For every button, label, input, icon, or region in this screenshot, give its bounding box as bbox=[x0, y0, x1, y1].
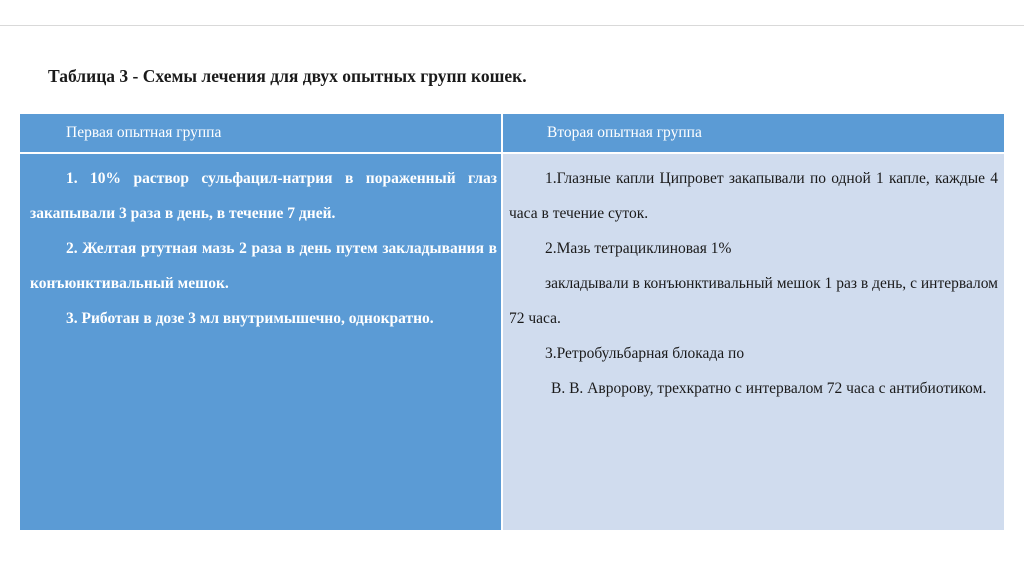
group-1-item-1: 1. 10% раствор сульфацил-натрия в пораженный глаз закапывали 3 раза в день, в течение 7 дней. bbox=[30, 170, 497, 222]
cell-group-2 bbox=[503, 154, 1004, 530]
group-2-item-1: 1.Глазные капли Ципровет закапывали по одной 1 капле, каждые 4 часа в течение суток. bbox=[509, 170, 998, 222]
treatment-table bbox=[20, 114, 1004, 530]
group-2-item-2-cont: закладывали в конъюнктивальный мешок 1 раз в день, с интервалом 72 часа. bbox=[509, 275, 998, 327]
top-divider bbox=[0, 25, 1024, 26]
group-2-item-3: 3.Ретробульбарная блокада по bbox=[545, 345, 745, 362]
column-divider bbox=[501, 114, 503, 530]
group-2-item-3-cont: В. В. Авророву, трехкратно с интервалом 72 часа с антибиотиком. bbox=[551, 380, 987, 397]
header-group-2: Вторая опытная группа bbox=[503, 114, 1004, 152]
group-1-item-3: 3. Риботан в дозе 3 мл внутримышечно, однократно. bbox=[66, 310, 434, 327]
group-2-item-2: 2.Мазь тетрациклиновая 1% bbox=[545, 240, 732, 257]
table-caption: Таблица 3 - Схемы лечения для двух опытных групп кошек. bbox=[48, 66, 527, 86]
cell-group-1 bbox=[20, 154, 501, 530]
group-1-item-2: 2. Желтая ртутная мазь 2 раза в день путем закладывания в конъюнктивальный мешок. bbox=[30, 240, 497, 292]
header-group-1: Первая опытная группа bbox=[20, 114, 501, 152]
